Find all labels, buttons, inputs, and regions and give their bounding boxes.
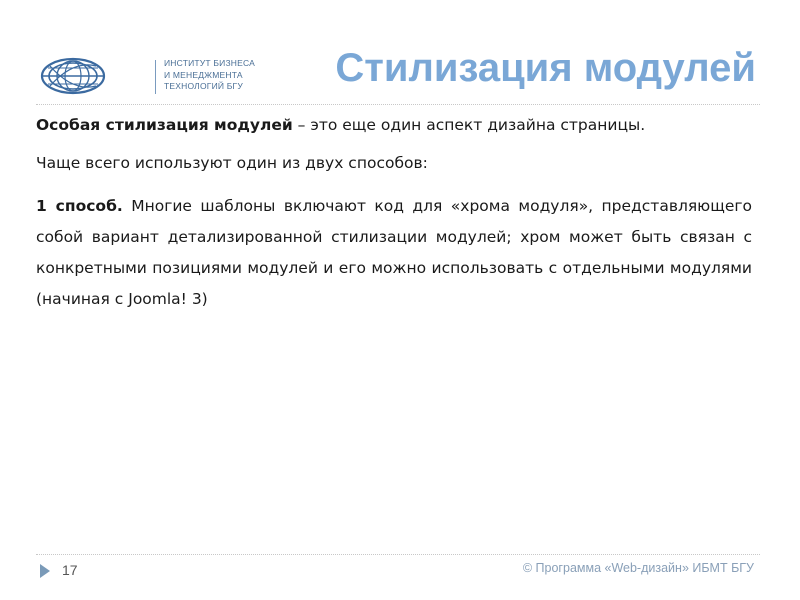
- paragraph-intro: [36, 113, 752, 137]
- logo-line: И МЕНЕДЖМЕНТА: [164, 69, 243, 80]
- slide-body: [36, 113, 752, 315]
- arrow-right-icon: [40, 564, 50, 578]
- globe-logo-icon: [40, 56, 106, 96]
- intro-text: – это еще один аспект дизайна страницы.: [292, 116, 646, 134]
- footer-divider: [36, 554, 760, 555]
- paragraph-methods: Чаще всего используют один из двух способов:: [36, 154, 428, 172]
- slide-title: Стилизация модулей: [335, 46, 756, 90]
- logo-text: [164, 58, 274, 93]
- footer-copyright: © Программа «Web-дизайн» ИБМТ БГУ: [522, 561, 754, 575]
- logo-line: ИНСТИТУТ БИЗНЕСА: [164, 58, 256, 68]
- logo-line: ТЕХНОЛОГИЙ БГУ: [164, 81, 243, 91]
- header-divider: [36, 104, 760, 105]
- page-number: 17: [62, 562, 78, 578]
- method-1-label: 1 способ.: [36, 197, 123, 215]
- paragraph-method-1: [36, 191, 752, 315]
- logo-divider: [155, 60, 156, 94]
- institute-logo: [40, 52, 256, 100]
- intro-bold-term: Особая стилизация модулей: [36, 116, 293, 134]
- method-1-text: Многие шаблоны включают код для «хрома модуля», представляющего собой вариант детализированной стилизации модулей; хром может быть связан с конкретными позициями модулей и его можно использовать с отдельными модулями (начиная с Joomla! 3): [36, 197, 752, 308]
